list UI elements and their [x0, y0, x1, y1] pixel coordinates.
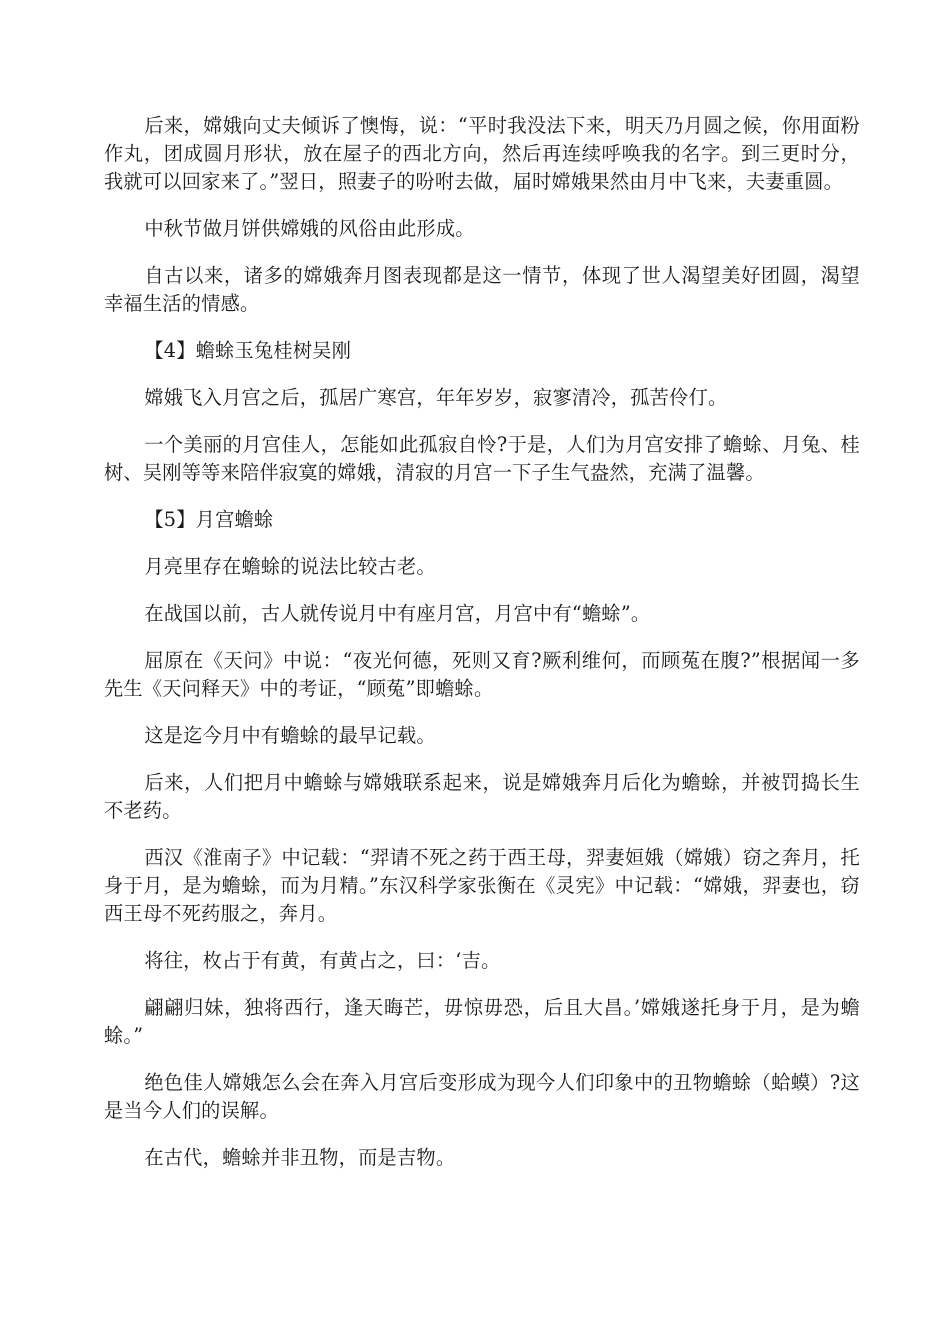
paragraph: 将往，枚占于有黄，有黄占之，曰：‘吉。 [144, 949, 501, 972]
paragraph: 后来，嫦娥向丈夫倾诉了懊悔，说：“平时我没法下来，明天乃月圆之候，你用面粉作丸，团成圆月形状，放在屋子的西北方向，然后再连续呼唤我的名字。到三更时分，我就可以回家来了。”翌日，照妻子的吩咐去做，届时嫦娥果然由月中飞来，夫妻重圆。 [104, 114, 860, 193]
document-body [104, 112, 860, 1191]
section-heading: 【5】月宫蟾蜍 [144, 508, 274, 531]
paragraph: 绝色佳人嫦娥怎么会在奔入月宫后变形成为现今人们印象中的丑物蟾蜍（蛤蟆）?这是当今人们的误解。 [104, 1071, 860, 1122]
paragraph: 翩翩归妹，独将西行，逢天晦芒，毋惊毋恐，后且大昌。’嫦娥遂托身于月，是为蟾蜍。” [104, 996, 860, 1047]
paragraph: 屈原在《天问》中说：“夜光何德，死则又育?厥利维何，而顾菟在腹?”根据闻一多先生《天问释天》中的考证，“顾菟”即蟾蜍。 [104, 649, 860, 700]
paragraph: 在战国以前，古人就传说月中有座月宫，月宫中有“蟾蜍”。 [144, 602, 651, 625]
paragraph: 自古以来，诸多的嫦娥奔月图表现都是这一情节，体现了世人渴望美好团圆，渴望幸福生活的情感。 [104, 264, 860, 315]
section-heading: 【4】蟾蜍玉兔桂树吴刚 [144, 339, 352, 362]
paragraph: 这是迄今月中有蟾蜍的最早记载。 [144, 724, 436, 747]
paragraph: 月亮里存在蟾蜍的说法比较古老。 [144, 555, 436, 578]
paragraph: 嫦娥飞入月宫之后，孤居广寒宫，年年岁岁，寂寥清冷，孤苦伶仃。 [144, 386, 728, 409]
paragraph: 中秋节做月饼供嫦娥的风俗由此形成。 [144, 217, 475, 240]
paragraph: 在古代，蟾蜍并非丑物，而是吉物。 [144, 1146, 456, 1169]
paragraph: 一个美丽的月宫佳人，怎能如此孤寂自怜?于是，人们为月宫安排了蟾蜍、月兔、桂树、吴刚等等来陪伴寂寞的嫦娥，清寂的月宫一下子生气盎然，充满了温馨。 [104, 433, 860, 484]
paragraph: 后来，人们把月中蟾蜍与嫦娥联系起来，说是嫦娥奔月后化为蟾蜍，并被罚捣长生不老药。 [104, 771, 860, 822]
paragraph: 西汉《淮南子》中记载：“羿请不死之药于西王母，羿妻姮娥（嫦娥）窃之奔月，托身于月，是为蟾蜍，而为月精。”东汉科学家张衡在《灵宪》中记载：“嫦娥，羿妻也，窃西王母不死药服之，奔月。 [104, 846, 860, 925]
